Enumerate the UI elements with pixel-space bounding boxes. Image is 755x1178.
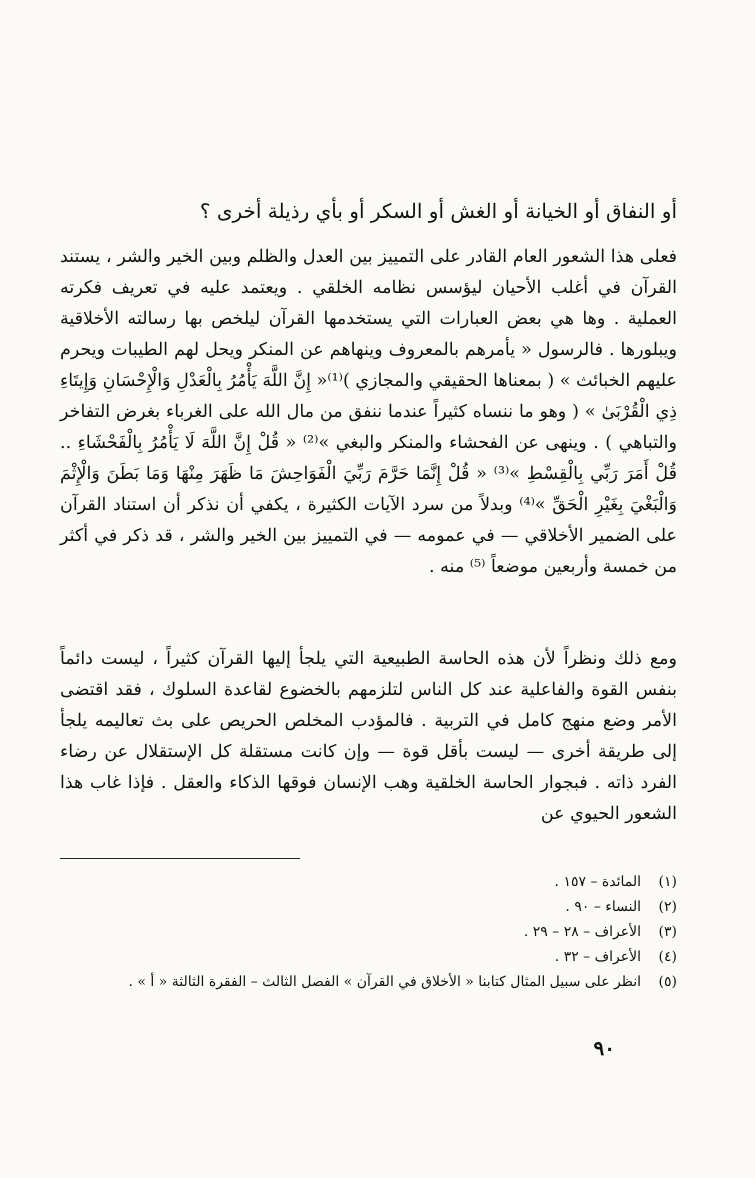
footnote-text: انظر على سبيل المثال كتابنا « الأخلاق في القرآن » الفصل الثالث – الفقرة الثالثة « أ » . <box>128 974 641 990</box>
footnote-4 <box>40 945 677 970</box>
footnote-text: المائدة – ١٥٧ . <box>554 874 641 890</box>
footnote-2 <box>40 895 677 920</box>
footnote-5 <box>40 970 677 995</box>
footnote-number: (٢) <box>658 899 677 915</box>
footnote-text: الأعراف – ٣٢ . <box>554 949 641 965</box>
footnote-number: (٤) <box>658 949 677 965</box>
footnote-separator <box>60 858 300 859</box>
paragraph-2: ومع ذلك ونظراً لأن هذه الحاسة الطبيعية التي يلجأ إليها القرآن كثيراً ، ليست دائماً بنفس القوة والفاعلية عند كل الناس لتلزمهم بالخضوع لقاعدة السلوك ، فقد اقتضى الأمر وضع منهج كامل في التربية . فالمؤدب المخلص الحريص على بث تعاليمه يلجأ إلى طريقة أخرى — ليست بأقل قوة — وإن كانت مستقلة كل الإستقلال عن رضاء الفرد ذاته . فبجوار الحاسة الخلقية وهب الإنسان فوقها الذكاء والعقل . فإذا غاب هذا الشعور الحيوي عن <box>60 649 677 824</box>
footnote-text: النساء – ٩٠ . <box>565 899 641 915</box>
page-number: ٩٠ <box>593 1036 615 1060</box>
footnote-number: (٥) <box>658 974 677 990</box>
paragraph-1: فعلى هذا الشعور العام القادر على التمييز بين العدل والظلم وبين الخير والشر ، يستند القرآن في أغلب الأحيان ليؤسس نظامه الخلقي . ويعتمد عليه في تعريف فكرته العملية . وها هي بعض العبارات التي يستخدمها القرآن ليلخص بها رسالته الأخلاقية ويبلورها . فالرسول « يأمرهم بالمعروف وينهاهم عن المنكر ويحل لهم الطيبات ويحرم عليهم الخبائث » ( بمعناها الحقيقي والمجازي )⁽¹⁾« إِنَّ اللَّهَ يَأْمُرُ بِالْعَدْلِ وَالْإِحْسَانِ وَإِيتَاءِ ذِي الْقُرْبَىٰ » ( وهو ما ننساه كثيراً عندما ننفق من مال الله على الغرباء بغرض التفاخر والتباهي ) . وينهى عن الفحشاء والمنكر والبغي »⁽²⁾ « قُلْ إِنَّ اللَّهَ لَا يَأْمُرُ بِالْفَحْشَاءِ .. قُلْ أَمَرَ رَبِّي بِالْقِسْطِ »⁽³⁾ « قُلْ إِنَّمَا حَرَّمَ رَبِّيَ الْفَوَاحِشَ مَا ظَهَرَ مِنْهَا وَمَا بَطَنَ وَالْإِثْمَ وَالْبَغْيَ بِغَيْرِ الْحَقِّ »⁽⁴⁾ وبدلاً من سرد الآيات الكثيرة ، يكفي أن نذكر أن استناد القرآن على الضمير الأخلاقي — في عمومه — في التمييز بين الخير والشر ، قد ذكر في أكثر من خمسة وأربعين موضعاً ⁽⁵⁾ منه . <box>60 247 677 577</box>
footnotes <box>40 870 677 995</box>
footnote-3 <box>40 920 677 945</box>
footnote-number: (١) <box>658 874 677 890</box>
footnote-number: (٣) <box>658 924 677 940</box>
footnote-text: الأعراف – ٢٨ – ٢٩ . <box>523 924 641 940</box>
footnote-1 <box>40 870 677 895</box>
opening-line: أو النفاق أو الخيانة أو الغش أو السكر أو بأي رذيلة أخرى ؟ <box>199 199 677 223</box>
